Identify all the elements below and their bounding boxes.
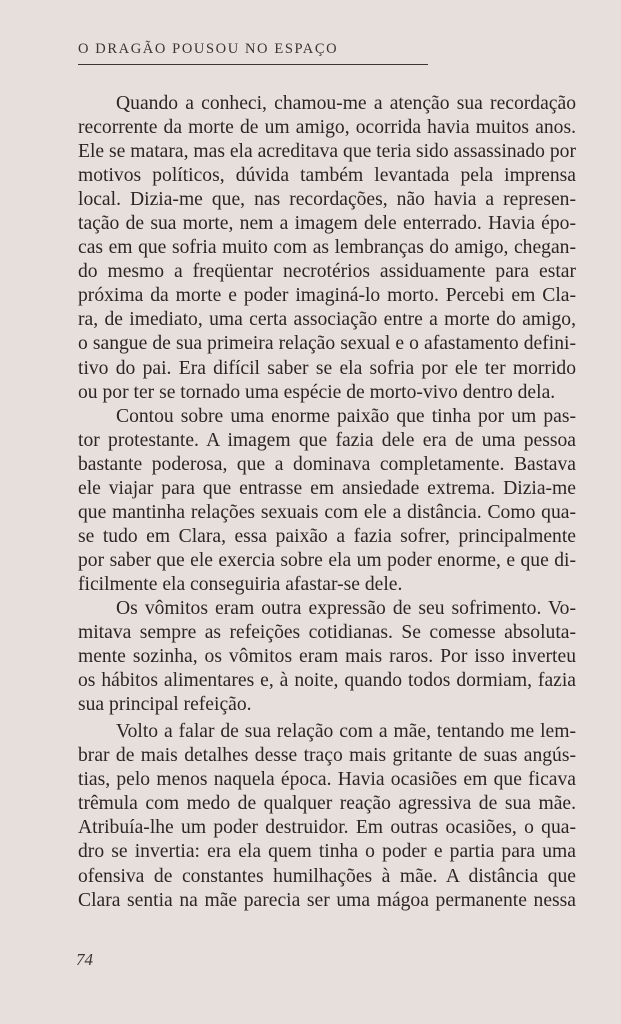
text-line: ra, de imediato, uma certa associação entre a morte do amigo, [78,309,576,331]
text-line: ele viajar para que entrasse em ansiedade extrema. Dizia-me [78,477,576,499]
text-line: recorrente da morte de um amigo, ocorrida havia muitos anos. [78,117,576,139]
text-line: mente sozinha, os vômitos eram mais raros. Por isso inverteu [78,646,576,668]
page-number: 74 [76,950,93,969]
text-line: Atribuía-lhe um poder destruidor. Em outras ocasiões, o qua- [78,817,576,839]
text-line: ficilmente ela conseguiria afastar-se dele. [78,573,403,595]
text-line: ou por ter se tornado uma espécie de morto-vivo dentro dela. [78,381,556,403]
text-line: tias, pelo menos naquela época. Havia ocasiões em que ficava [78,769,576,791]
header-rule [78,64,428,65]
text-line: Clara sentia na mãe parecia ser uma mágoa permanente nessa [78,889,576,911]
text-line: Volto a falar de sua relação com a mãe, tentando me lem- [116,721,576,743]
text-line: tor protestante. A imagem que fazia dele era de uma pessoa [78,429,576,451]
text-line: trêmula com medo de qualquer reação agressiva de sua mãe. [78,793,576,815]
text-line: tação de sua morte, nem a imagem dele enterrado. Havia épo- [78,213,576,235]
text-line: local. Dizia-me que, nas recordações, não havia a represen- [78,189,576,211]
text-line: ofensiva de constantes humilhações à mãe. A distância que [78,865,576,887]
text-line: bastante poderosa, que a dominava completamente. Bastava [78,453,576,475]
text-line: Quando a conheci, chamou-me a atenção sua recordação [116,93,576,114]
text-line: do mesmo a freqüentar necrotérios assiduamente para estar [78,261,576,283]
paragraph [78,597,576,717]
text-line: tivo do pai. Era difícil saber se ela sofria por ele ter morrido [78,357,576,379]
text-line: mitava sempre as refeições cotidianas. Se comesse absoluta- [78,622,576,644]
paragraph [78,92,576,405]
text-line: cas em que sofria muito com as lembranças do amigo, chegan- [78,237,576,259]
text-line: sua principal refeição. [78,694,252,716]
text-line: por saber que ele exercia sobre ela um poder enorme, e que di- [78,549,576,571]
text-line: que mantinha relações sexuais com ele a distância. Como qua- [78,501,576,523]
text-line: próxima da morte e poder imaginá-lo morto. Percebi em Cla- [78,285,576,307]
running-head: O DRAGÃO POUSOU NO ESPAÇO [78,41,339,57]
text-line: motivos políticos, dúvida também levantada pela imprensa [78,165,576,187]
text-line: se tudo em Clara, essa paixão a fazia sofrer, principalmente [78,525,576,547]
text-line: os hábitos alimentares e, à noite, quando todos dormiam, fazia [78,670,576,692]
body-text [78,92,576,913]
text-line: Ele se matara, mas ela acreditava que teria sido assassinado por [78,141,576,163]
text-line: Contou sobre uma enorme paixão que tinha por um pas- [116,405,576,427]
paragraph [78,720,576,912]
text-line: o sangue de sua primeira relação sexual e o afastamento defini- [78,333,576,355]
text-line: brar de mais detalhes desse traço mais gritante de suas angús- [78,745,576,767]
text-line: dro se invertia: era ela quem tinha o poder e partia para uma [78,841,576,863]
text-line: Os vômitos eram outra expressão de seu sofrimento. Vo- [116,597,576,619]
paragraph [78,405,576,597]
